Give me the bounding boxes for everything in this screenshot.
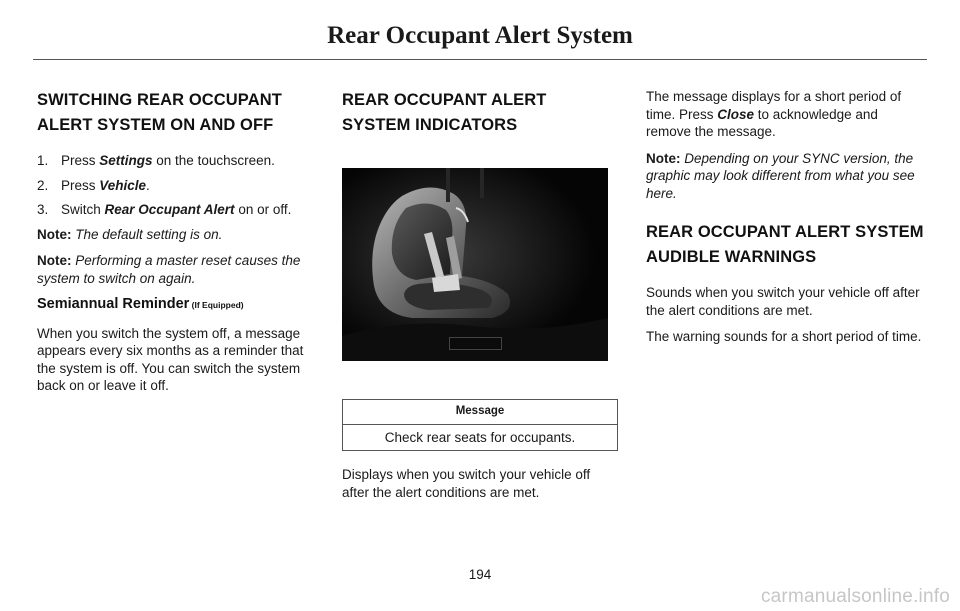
step-text (61, 201, 291, 219)
subheading-qualifier: (If Equipped) (189, 300, 244, 310)
step-emphasis: Rear Occupant Alert (104, 202, 235, 217)
step-text (61, 152, 275, 170)
section-heading-switching: SWITCHING REAR OCCUPANT ALERT SYSTEM ON AND OFF (37, 91, 282, 134)
step-text-post: on the touchscreen. (152, 153, 275, 168)
note-label: Note: (37, 253, 72, 268)
step-text-pre: Press (61, 177, 100, 193)
note-text: Performing a master reset causes the system to switch on again. (37, 253, 301, 286)
step-emphasis: Settings (99, 153, 153, 168)
step-number: 2. (37, 177, 49, 193)
table-cell-message: Check rear seats for occupants. (343, 425, 618, 451)
table-header-message: Message (343, 400, 618, 425)
audible-duration-text: The warning sounds for a short period of time. (646, 329, 922, 344)
semiannual-body: When you switch the system off, a message appears every six months as a reminder that the system is off. You can switch the system back on or leave it off. (37, 325, 304, 393)
watermark: carmanualsonline.info (760, 586, 950, 607)
section-heading-indicators: REAR OCCUPANT ALERT SYSTEM INDICATORS (342, 91, 547, 134)
subheading-text: Semiannual Reminder (37, 296, 190, 312)
list-item (37, 201, 317, 219)
message-description: Displays when you switch your vehicle off after the alert conditions are met. (342, 467, 591, 500)
list-item (37, 152, 317, 170)
child-seat-icon (342, 168, 608, 361)
table-row (343, 425, 618, 451)
step-text-post: . (146, 177, 150, 193)
step-number: 1. (37, 153, 49, 168)
note-sync-version (646, 150, 926, 203)
note-label: Note: (37, 226, 72, 242)
note-default-setting (37, 226, 317, 244)
subheading-semiannual (37, 296, 317, 315)
message-table (342, 399, 618, 451)
step-number: 3. (37, 202, 49, 217)
child-seat-illustration (342, 168, 608, 361)
step-text-post: on or off. (234, 202, 292, 217)
steps-list (37, 152, 317, 219)
text-pre: The message displays for a short period of time. Press (646, 89, 902, 122)
column-audible (646, 88, 926, 355)
text-post: to acknowledge and remove the message. (646, 106, 878, 139)
note-text: The default setting is on. (71, 226, 223, 242)
section-heading-audible: REAR OCCUPANT ALERT SYSTEM AUDIBLE WARNINGS (646, 223, 924, 266)
note-text: Depending on your SYNC version, the graphic may look different from what you see here. (646, 150, 915, 201)
table-header-row (343, 400, 618, 425)
column-switching (37, 88, 317, 404)
display-plate (449, 337, 502, 350)
column-indicators (342, 88, 618, 510)
list-item (37, 177, 317, 195)
message-duration-text (646, 88, 926, 141)
note-label: Note: (646, 150, 681, 166)
close-emphasis: Close (717, 106, 755, 122)
step-text (61, 177, 150, 195)
page-number: 194 (468, 567, 492, 582)
note-master-reset (37, 252, 317, 287)
step-emphasis: Vehicle (99, 177, 147, 193)
page-title: Rear Occupant Alert System (327, 22, 633, 49)
step-text-pre: Switch (61, 202, 105, 217)
audible-when-text: Sounds when you switch your vehicle off after the alert conditions are met. (646, 285, 920, 318)
step-text-pre: Press (61, 153, 100, 168)
header-divider (33, 59, 927, 60)
